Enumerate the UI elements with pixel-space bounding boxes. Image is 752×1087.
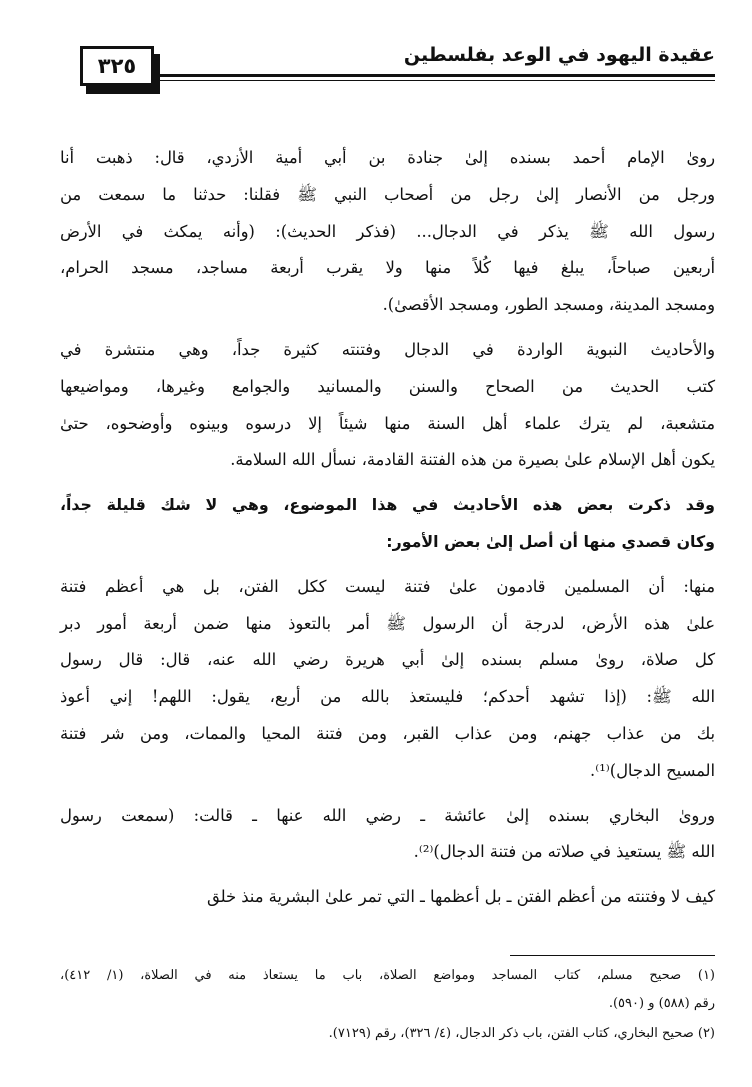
text-line: متشعبة، لم يترك علماء أهل السنة منها شيئاً إلا درسوه وبينوه وأوضحوه، حتیٰ (60, 413, 715, 433)
text-line: وكان قصدي منها أن أصل إلیٰ بعض الأمور: (386, 531, 715, 551)
text-line: ومسجد المدينة، ومسجد الطور، ومسجد الأقصیٰ). (382, 295, 715, 315)
paragraph (60, 879, 715, 916)
footnote-line: (١) صحيح مسلم، كتاب المساجد ومواضع الصلاة، باب ما يستعاذ منه في الصلاة، (١/ ٤١٢)، (60, 968, 715, 983)
text-line: رسول الله ﷺ يذكر في الدجال... (فذكر الحديث): (وأنه يمكث في الأرض (60, 221, 715, 241)
paragraph (60, 140, 715, 324)
text-line: ورجل من الأنصار إلیٰ رجل من أصحاب النبي ﷺ فقلنا: حدثنا ما سمعت من (60, 184, 715, 204)
header-rule (152, 74, 715, 77)
text-line: كيف لا وفتنته من أعظم الفتن ـ بل أعظمها ـ التي تمر علیٰ البشرية منذ خلق (207, 887, 715, 907)
text-line: الله ﷺ: (إذا تشهد أحدكم؛ فليستعذ بالله من أربع، يقول: اللهم! إني أعوذ (60, 687, 715, 707)
page-header (60, 36, 715, 106)
page-number: ٣٢٥ (80, 46, 154, 86)
text-line: بك من عذاب جهنم، ومن عذاب القبر، ومن فتنة المحيا والممات، ومن شر فتنة (60, 723, 715, 743)
main-text (60, 140, 715, 924)
paragraph (60, 487, 715, 561)
text-line: ورویٰ البخاري بسنده إلیٰ عائشة ـ رضي الله عنها ـ قالت: (سمعت رسول (60, 805, 715, 825)
footnote-line: (٢) صحيح البخاري، كتاب الفتن، باب ذكر الدجال، (٤/ ٣٢٦)، رقم (٧١٢٩). (328, 1026, 715, 1041)
text-line: الله ﷺ يستعيذ في صلاته من فتنة الدجال)⁽²⁾. (413, 842, 715, 862)
text-line: أربعين صباحاً، يبلغ فيها كُلاً منها ولا يقرب أربعة مساجد، مسجد الحرام، (60, 258, 715, 278)
text-line: المسيح الدجال)⁽¹⁾. (590, 760, 715, 780)
paragraph (60, 332, 715, 479)
text-line: رویٰ الإمام أحمد بسنده إلیٰ جنادة بن أبي أمية الأزدي، قال: ذهبت أنا (60, 148, 715, 167)
text-line: كل صلاة، رویٰ مسلم بسنده إلیٰ أبي هريرة رضي الله عنه، قال: قال رسول (60, 650, 715, 670)
footnote (60, 1020, 715, 1048)
text-line: كتب الحديث من الصحاح والسنن والمسانيد والجوامع وغيرها، ومواضيعها (60, 376, 715, 396)
text-line: وقد ذكرت بعض هذه الأحاديث في هذا الموضوع، وهي لا شك قليلة جداً، (60, 495, 715, 515)
footnote (60, 962, 715, 1018)
paragraph (60, 798, 715, 872)
text-line: منها: أن المسلمين قادمون علیٰ فتنة ليست ككل الفتن، بل هي أعظم فتنة (60, 576, 715, 596)
footnotes (60, 962, 715, 1050)
footnote-line: رقم (٥٨٨) و (٥٩٠). (608, 996, 715, 1011)
text-line: علیٰ هذه الأرض، لدرجة أن الرسول ﷺ أمر بالتعوذ منها ضمن أربعة أمور دبر (60, 613, 715, 633)
running-title: عقيدة اليهود في الوعد بفلسطين (403, 44, 715, 66)
footnote-separator (510, 955, 715, 956)
header-rule-thin (152, 80, 715, 81)
paragraph (60, 569, 715, 790)
text-line: يكون أهل الإسلام علیٰ بصيرة من هذه الفتنة القادمة، نسأل الله السلامة. (230, 450, 715, 470)
text-line: والأحاديث النبوية الواردة في الدجال وفتنته كثيرة جداً، وهي منتشرة في (60, 339, 715, 359)
